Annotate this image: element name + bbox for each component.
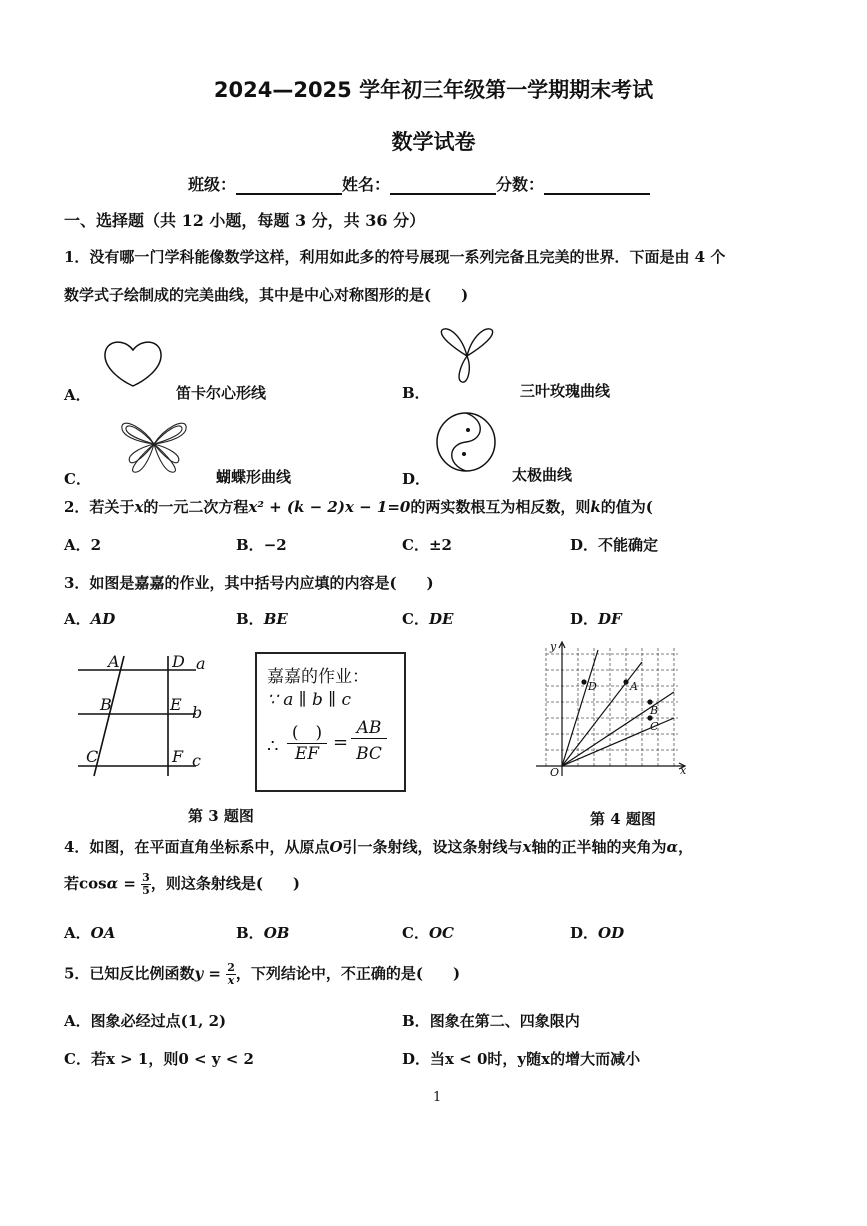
q5-fraction [226,962,236,987]
label-A: A [630,680,638,693]
q2-var-x: x [134,498,144,516]
q2-prefix: 2．若关于 [64,498,135,516]
homework-rhs-denominator: BC [356,744,382,764]
homework-lhs-numerator[interactable]: ( ) [287,718,327,744]
q4-line2 [64,872,300,897]
q1-option-d-text: 太极曲线 [512,466,573,484]
q5-stem [64,962,460,987]
q2-option-a-letter: A． [64,536,91,554]
q3-parallel-lines-figure [72,648,212,778]
q5-option-b-text: 图象在第二、四象限内 [429,1012,580,1030]
info-line [188,172,650,195]
name-blank[interactable] [390,177,496,195]
q5-option-c-text: 若x > 1，则0 < y < 2 [90,1050,254,1068]
q4-var-O: O [329,838,343,856]
q5-option-c-letter: C． [64,1050,91,1068]
homework-line1: ∵ a ∥ b ∥ c [267,690,352,710]
q1-option-c-text: 蝴蝶形曲线 [216,468,292,486]
q5-option-d-text: 当x < 0时，y随x的增大而减小 [430,1050,641,1068]
ray-OD [562,650,598,766]
q4-line1 [64,836,693,857]
point-A [623,679,628,684]
label-b: b [192,703,203,722]
q5-option-b[interactable] [402,1010,580,1031]
label-A: A [108,652,120,671]
label-F: F [172,747,184,766]
q1-option-d-letter[interactable]: D． [402,470,431,488]
trefoil-rose-curve-figure [434,326,500,386]
q4-frac-den: 5 [142,884,150,897]
homework-title: 嘉嘉的作业： [267,667,369,687]
q5-option-a-text: 图象必经过点(1, 2) [90,1012,227,1030]
q4-var-alpha: α [666,838,679,856]
q2-mid2: 的两实数根互为相反数，则 [410,498,591,516]
q3-option-b[interactable] [236,608,288,629]
q2-option-c-text: ±2 [428,536,452,554]
q2-equation: x² + (k − 2)x − 1=0 [248,498,411,516]
q3-option-c-text: DE [428,610,454,628]
q4-option-d-text: OD [598,924,625,942]
q3-option-d[interactable] [570,608,622,629]
q5-option-a-letter: A． [64,1012,91,1030]
cardioid-curve-figure [100,336,166,390]
score-blank[interactable] [544,177,650,195]
q1-option-b-text: 三叶玫瑰曲线 [520,382,611,400]
homework-equals: = [333,732,349,753]
q3-option-a-text: AD [90,610,116,628]
q5-stem-b: ，下列结论中，不正确的是( ) [235,964,461,983]
label-B: B [650,704,659,717]
homework-box [255,652,406,792]
q3-option-a-letter: A． [64,610,91,628]
ray-OA [562,662,642,766]
q4-figure-caption: 第 4 题图 [590,810,656,828]
q1-option-c-letter[interactable]: C． [64,470,91,488]
homework-therefore: ∴ [267,736,279,757]
q3-option-d-text: DF [598,610,622,628]
q5-option-c[interactable] [64,1048,254,1069]
q3-option-c-letter: C． [402,610,429,628]
q3-figure-caption: 第 3 题图 [188,807,254,825]
q2-option-c[interactable] [402,534,452,555]
q3-option-b-letter: B． [236,610,264,628]
label-c: c [192,751,201,770]
q2-suffix: 的值为( [600,498,653,516]
q2-option-d-text: 不能确定 [598,536,659,554]
page-number: 1 [433,1090,442,1105]
q1-option-b-letter[interactable]: B． [402,384,430,402]
q4-line2-a: 若cos [64,874,107,893]
q4-var-x: x [522,838,532,856]
q4-option-a[interactable] [64,922,115,943]
q4-option-d-letter: D． [570,924,599,942]
q2-option-b-text: −2 [263,536,287,554]
q1-option-a-text: 笛卡尔心形线 [176,384,267,402]
q2-stem [64,496,653,517]
q3-option-b-text: BE [263,610,288,628]
transversal-left [94,656,124,776]
q4-option-d[interactable] [570,922,624,943]
taiji-curve-figure [434,410,498,474]
q1-line2: 数学式子绘制成的完美曲线，其中是中心对称图形的是( ) [64,286,469,304]
q2-var-k: k [590,498,601,516]
q5-y-equals: y = [194,964,221,983]
q4-line2-c: ，则这条射线是( ) [150,874,301,893]
class-blank[interactable] [236,177,342,195]
q4-option-c-letter: C． [402,924,429,942]
homework-lhs-denominator: EF [294,744,320,764]
q4-option-c-text: OC [428,924,454,942]
q2-option-a-text: 2 [90,536,102,554]
label-D: D [172,652,185,671]
exam-title: 2024—2025 学年初三年级第一学期期末考试 [213,78,654,102]
q2-mid1: 的一元二次方程 [143,498,249,516]
q5-frac-num: 2 [227,961,235,974]
q4-coordinate-figure [532,638,692,788]
q2-option-b[interactable] [236,534,287,555]
q4-option-a-text: OA [90,924,116,942]
q3-option-a[interactable] [64,608,115,629]
section-heading: 一、选择题（共 12 小题，每题 3 分，共 36 分） [64,211,426,230]
q4-option-b-text: OB [263,924,290,942]
score-label: 分数： [496,175,545,194]
label-C: C [650,720,659,733]
q5-frac-den: x [227,974,235,987]
point-D [581,679,586,684]
q5-stem-a: 5．已知反比例函数 [64,964,195,983]
q4-fraction [141,872,151,897]
q3-option-d-letter: D． [570,610,599,628]
q4-line1-a: 4．如图，在平面直角坐标系中，从原点 [64,838,330,856]
q5-option-b-letter: B． [402,1012,430,1030]
q4-line1-b: 引一条射线，设这条射线与 [342,838,523,856]
q3-stem: 3．如图是嘉嘉的作业，其中括号内应填的内容是( ) [64,574,434,592]
q2-option-c-letter: C． [402,536,429,554]
q4-frac-num: 3 [142,871,150,884]
q4-option-b[interactable] [236,922,289,943]
q4-option-c[interactable] [402,922,454,943]
q5-option-a[interactable] [64,1010,226,1031]
q2-option-b-letter: B． [236,536,264,554]
name-label: 姓名： [342,175,391,194]
label-y: y [550,640,557,653]
class-label: 班级： [188,175,237,194]
label-x: x [680,764,687,777]
exam-subtitle: 数学试卷 [391,130,476,154]
homework-rhs-numerator: AB [351,718,387,739]
label-B: B [100,695,112,714]
q1-option-a-letter[interactable]: A． [64,386,91,404]
label-a: a [196,654,206,673]
q5-option-d-letter: D． [402,1050,431,1068]
label-E: E [170,695,182,714]
q2-option-d-letter: D． [570,536,599,554]
label-D: D [588,680,597,693]
q4-line1-c: 轴的正半轴的夹角为 [531,838,667,856]
butterfly-curve-figure [118,414,190,476]
q4-option-a-letter: A． [64,924,91,942]
q4-line2-b: α = [106,874,136,893]
q1-line1: 1．没有哪一门学科能像数学这样，利用如此多的符号展现一系列完备且完美的世界．下面是由 4 个 [64,248,726,266]
q2-option-a[interactable] [64,534,101,555]
q4-option-b-letter: B． [236,924,264,942]
q5-option-d[interactable] [402,1048,640,1069]
q4-line1-d: ， [678,838,694,856]
label-O: O [550,766,560,779]
q2-option-d[interactable] [570,534,658,555]
q3-option-c[interactable] [402,608,453,629]
label-C: C [86,747,99,766]
